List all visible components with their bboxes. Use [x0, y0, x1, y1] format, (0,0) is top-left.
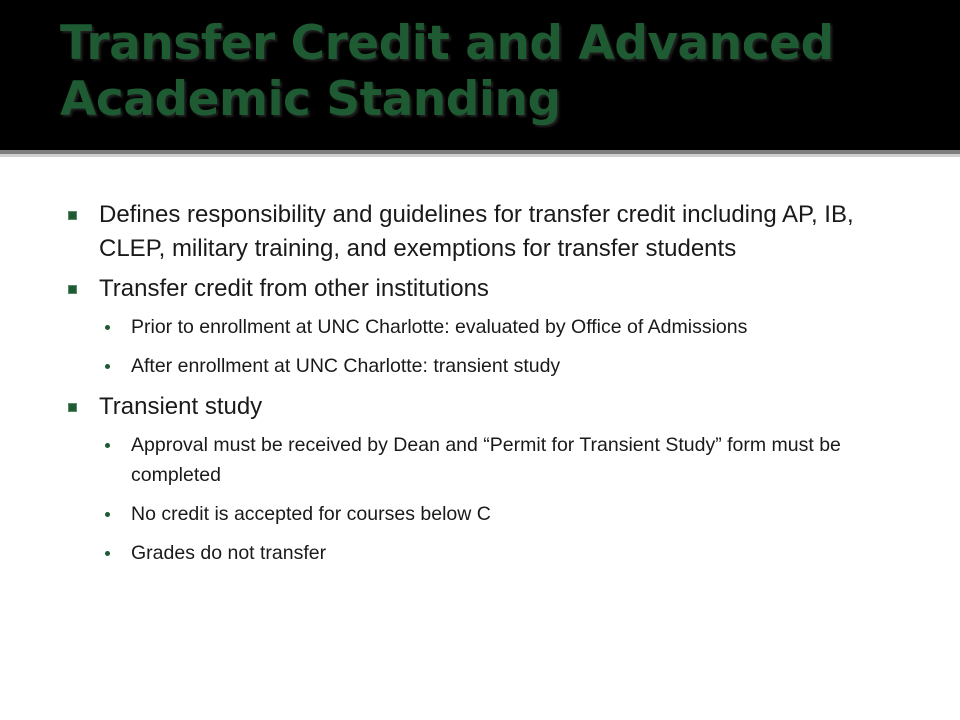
sub-bullet-text: After enrollment at UNC Charlotte: transient study — [131, 355, 561, 377]
sub-bullet-item — [60, 351, 900, 381]
slide-title: Transfer Credit and Advanced Academic Standing — [60, 16, 834, 127]
bullet-item — [60, 272, 900, 306]
dot-bullet-icon — [105, 551, 110, 556]
sub-bullet-text: Approval must be received by Dean and “Permit for Transient Study” form must be completed — [131, 434, 841, 486]
bullet-item — [60, 198, 900, 266]
dot-bullet-icon — [105, 443, 110, 448]
bullet-item — [60, 390, 900, 424]
sub-bullet-list — [60, 312, 900, 381]
sub-bullet-list — [60, 430, 900, 568]
title-divider-highlight — [0, 154, 960, 157]
sub-bullet-item — [60, 538, 900, 568]
dot-bullet-icon — [105, 512, 110, 517]
title-band — [0, 0, 960, 150]
dot-bullet-icon — [105, 364, 110, 369]
square-bullet-icon — [68, 285, 77, 294]
sub-bullet-text: Grades do not transfer — [131, 542, 327, 564]
sub-bullet-text: No credit is accepted for courses below C — [131, 503, 491, 525]
slide-body — [60, 198, 900, 577]
bullet-text: Transient study — [99, 393, 263, 420]
sub-bullet-item — [60, 499, 900, 529]
sub-bullet-text: Prior to enrollment at UNC Charlotte: evaluated by Office of Admissions — [131, 316, 748, 338]
sub-bullet-item — [60, 312, 900, 342]
square-bullet-icon — [68, 211, 77, 220]
bullet-text: Defines responsibility and guidelines for transfer credit including AP, IB, CLEP, military training, and exemptions for transfer students — [99, 201, 854, 262]
dot-bullet-icon — [105, 325, 110, 330]
square-bullet-icon — [68, 403, 77, 412]
bullet-text: Transfer credit from other institutions — [99, 275, 489, 302]
sub-bullet-item — [60, 430, 900, 490]
